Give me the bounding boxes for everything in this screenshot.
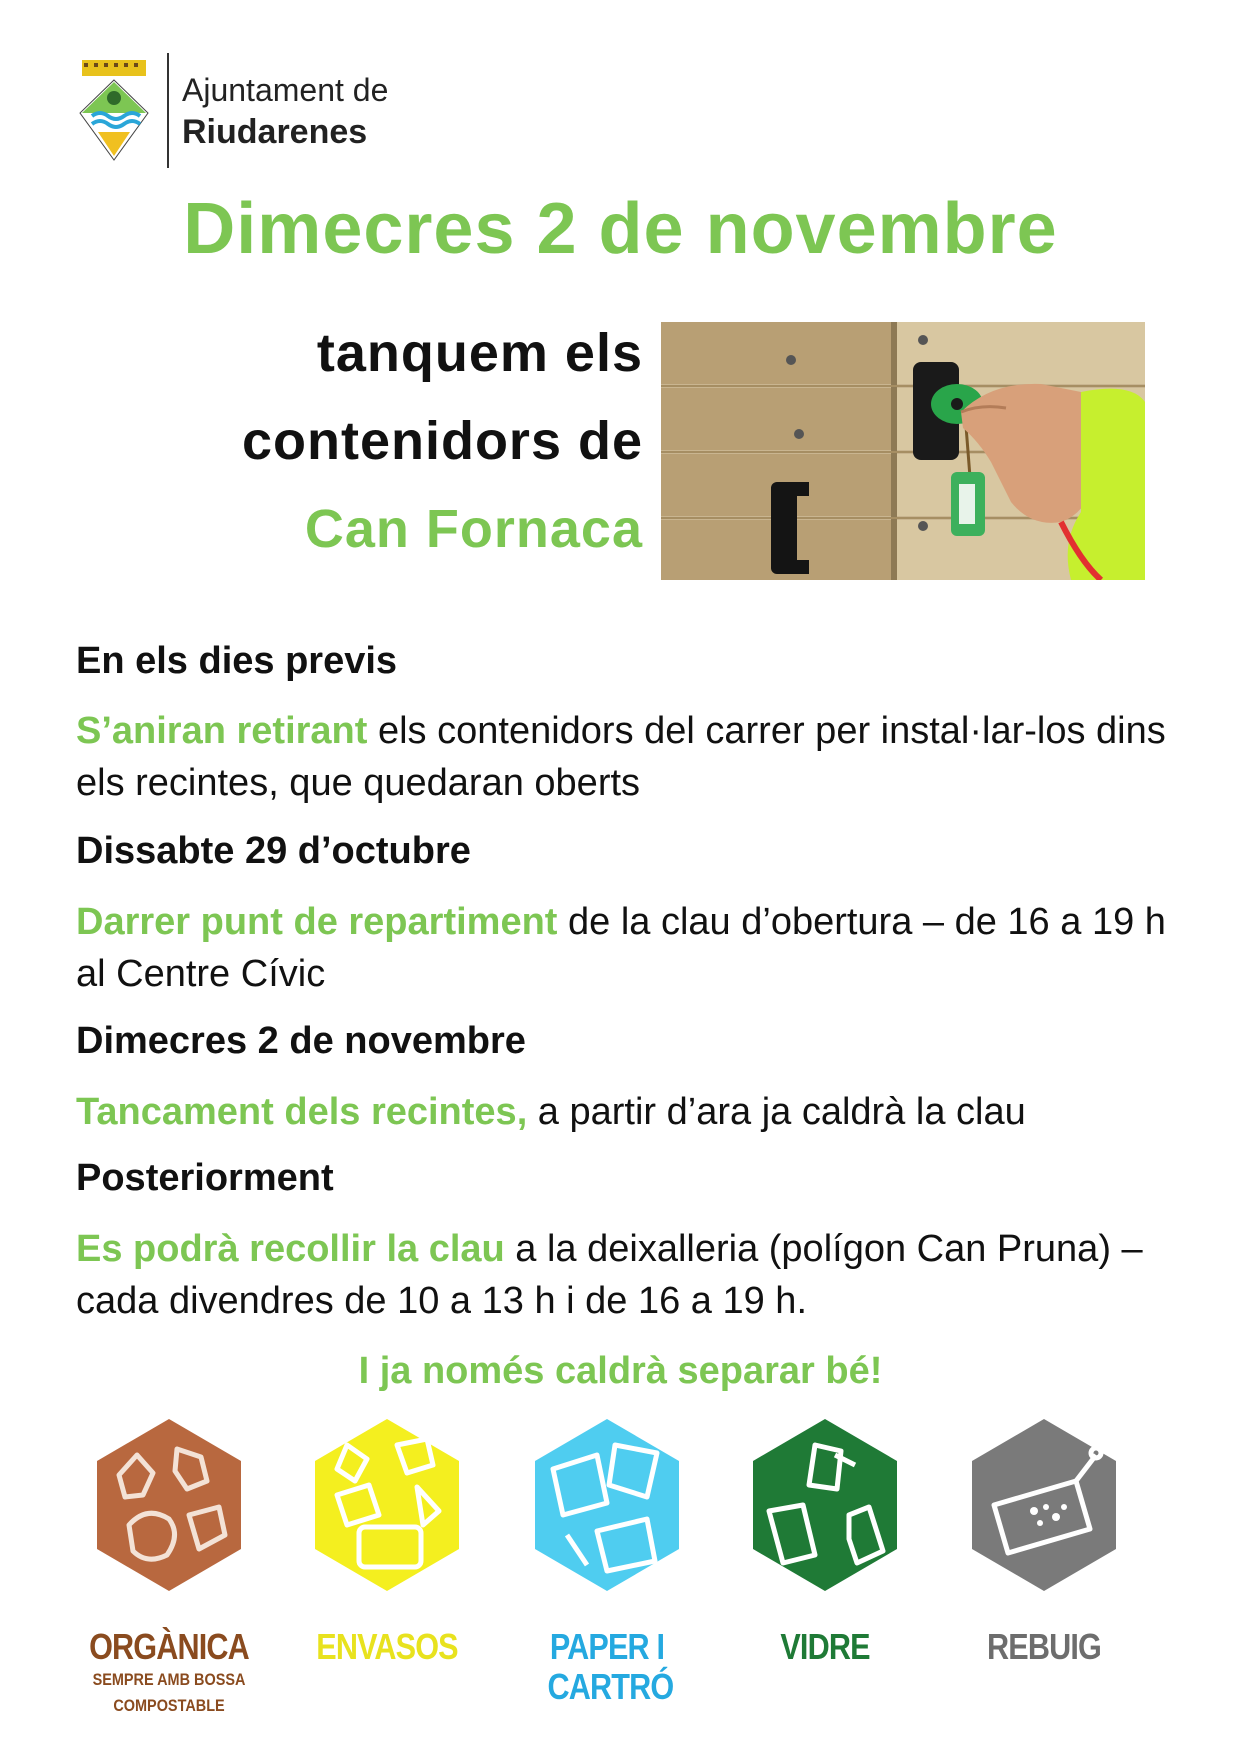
packaging-waste-icon: [307, 1415, 467, 1595]
section-text-previous-days: [76, 705, 1166, 809]
section-title-wednesday: Dimecres 2 de novembre: [76, 1020, 526, 1062]
organic-waste-icon: [89, 1415, 249, 1595]
coat-of-arms-icon: [78, 58, 150, 166]
section-text-afterwards: [76, 1223, 1166, 1327]
main-date-title: Dimecres 2 de novembre: [183, 189, 1058, 269]
section-title-afterwards: Posteriorment: [76, 1157, 334, 1199]
glass-waste-icon: [745, 1415, 905, 1595]
bin-label-packaging: ENVASOS: [316, 1626, 458, 1667]
bin-label-glass: VIDRE: [780, 1626, 870, 1667]
paper-waste-icon: [527, 1415, 687, 1595]
highlight-text: Es podrà recollir la clau: [76, 1228, 505, 1270]
bin-label-general: REBUIG: [987, 1626, 1101, 1667]
bin-label-organic: ORGÀNICA: [89, 1626, 249, 1667]
closing-slogan: I ja només caldrà separar bé!: [358, 1350, 883, 1392]
body-text: de la clau d’obertura – de 16 a 19 h al Centre Cívic: [76, 901, 1166, 995]
highlight-text: Darrer punt de repartiment: [76, 901, 558, 943]
bin-sublabel-organic: SEMPRE AMB BOSSA COMPOSTABLE: [92, 1670, 246, 1715]
org-name-line2: Riudarenes: [182, 113, 368, 151]
org-name-line1: Ajuntament de: [182, 72, 389, 108]
logo-divider: [167, 53, 169, 168]
body-text: a partir d’ara ja caldrà la clau: [527, 1091, 1026, 1133]
bin-label-paper: PAPER I CARTRÓ: [547, 1626, 674, 1707]
body-text: els contenidors del carrer per instal·lar-los dins els recintes, que quedaran oberts: [76, 710, 1166, 804]
headline-line1: tanquem els: [316, 323, 643, 383]
body-text: a la deixalleria (polígon Can Pruna) – cada divendres de 10 a 13 h i de 16 a 19 h.: [76, 1228, 1143, 1322]
headline-line3: Can Fornaca: [304, 499, 643, 559]
general-waste-icon: [964, 1415, 1124, 1595]
section-title-previous-days: En els dies previs: [76, 640, 398, 682]
highlight-text: S’aniran retirant: [76, 710, 368, 752]
headline-line2: contenidors de: [241, 411, 643, 471]
section-text-wednesday: [76, 1086, 1166, 1138]
section-text-saturday: [76, 896, 1166, 1000]
key-opening-container-photo: [661, 322, 1145, 580]
section-title-saturday: Dissabte 29 d’octubre: [76, 830, 471, 872]
highlight-text: Tancament dels recintes,: [76, 1091, 528, 1133]
